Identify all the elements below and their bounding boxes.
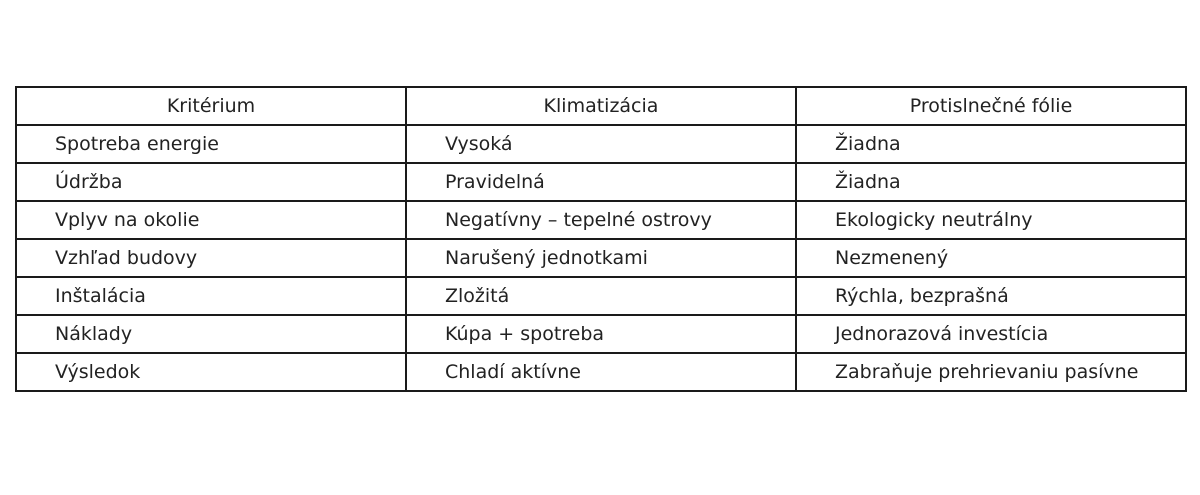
sun-film-cell: Nezmenený — [796, 239, 1186, 277]
sun-film-cell: Rýchla, bezprašná — [796, 277, 1186, 315]
criterion-cell: Výsledok — [16, 353, 406, 391]
sun-film-cell: Jednorazová investícia — [796, 315, 1186, 353]
column-header-air-conditioning: Klimatizácia — [406, 87, 796, 125]
air-conditioning-cell: Chladí aktívne — [406, 353, 796, 391]
comparison-table — [15, 86, 1187, 392]
sun-film-cell: Žiadna — [796, 125, 1186, 163]
table-row — [16, 353, 1186, 391]
table-row — [16, 125, 1186, 163]
criterion-cell: Spotreba energie — [16, 125, 406, 163]
criterion-cell: Náklady — [16, 315, 406, 353]
air-conditioning-cell: Kúpa + spotreba — [406, 315, 796, 353]
criterion-cell: Vzhľad budovy — [16, 239, 406, 277]
sun-film-cell: Zabraňuje prehrievaniu pasívne — [796, 353, 1186, 391]
table-row — [16, 163, 1186, 201]
column-header-sun-protection-film: Protislnečné fólie — [796, 87, 1186, 125]
table-row — [16, 239, 1186, 277]
air-conditioning-cell: Pravidelná — [406, 163, 796, 201]
criterion-cell: Inštalácia — [16, 277, 406, 315]
criterion-cell: Údržba — [16, 163, 406, 201]
sun-film-cell: Ekologicky neutrálny — [796, 201, 1186, 239]
table-header-row — [16, 87, 1186, 125]
table-row — [16, 315, 1186, 353]
air-conditioning-cell: Negatívny – tepelné ostrovy — [406, 201, 796, 239]
criterion-cell: Vplyv na okolie — [16, 201, 406, 239]
air-conditioning-cell: Vysoká — [406, 125, 796, 163]
air-conditioning-cell: Zložitá — [406, 277, 796, 315]
sun-film-cell: Žiadna — [796, 163, 1186, 201]
table-row — [16, 277, 1186, 315]
air-conditioning-cell: Narušený jednotkami — [406, 239, 796, 277]
column-header-criterion: Kritérium — [16, 87, 406, 125]
table-row — [16, 201, 1186, 239]
